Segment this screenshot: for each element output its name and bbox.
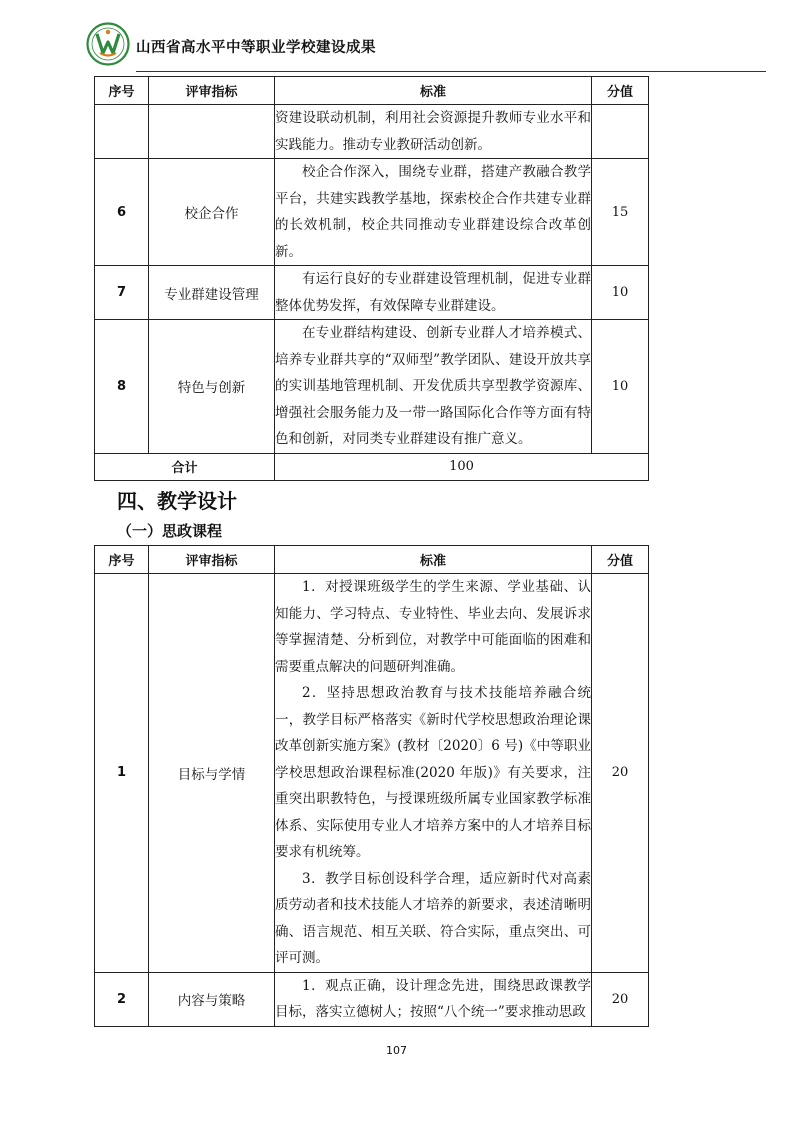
header-score: 分值 — [592, 546, 649, 574]
page-header — [86, 22, 746, 72]
row-standard — [275, 159, 592, 266]
table-row — [95, 972, 649, 1026]
header-divider — [136, 71, 766, 72]
table-header-row — [95, 546, 649, 574]
total-value: 100 — [275, 453, 649, 480]
table-header-row — [95, 77, 649, 105]
row-score: 15 — [592, 159, 649, 266]
standard-paragraph: 3．教学目标创设科学合理，适应新时代对高素质劳动者和技术技能人才培养的新要求，表述清晰明确、语言规范、相互关联、符合实际，重点突出、可评可测。 — [275, 870, 591, 966]
school-logo-icon — [86, 22, 130, 66]
row-indicator: 校企合作 — [149, 159, 275, 266]
row-standard — [275, 574, 592, 973]
table-row — [95, 159, 649, 266]
header-score: 分值 — [592, 77, 649, 105]
row-standard: 资建设联动机制，利用社会资源提升教师专业水平和实践能力。推动专业教研活动创新。 — [275, 105, 592, 159]
page-number: 107 — [386, 1044, 407, 1057]
row-no: 2 — [95, 972, 149, 1026]
header-no: 序号 — [95, 77, 149, 105]
header-no: 序号 — [95, 546, 149, 574]
table-row — [95, 266, 649, 320]
criteria-table-ideology — [94, 545, 649, 1027]
row-no: 7 — [95, 266, 149, 320]
section-subtitle: （一）思政课程 — [117, 522, 223, 540]
standard-paragraph: 1．对授课班级学生的学生来源、学业基础、认知能力、学习特点、专业特性、毕业去向、发展诉求等掌握清楚、分析到位，对教学中可能面临的困难和需要重点解决的问题研判准确。 — [275, 579, 591, 675]
header-indicator: 评审指标 — [149, 77, 275, 105]
table-row — [95, 320, 649, 454]
header-indicator: 评审指标 — [149, 546, 275, 574]
header-title: 山西省高水平中等职业学校建设成果 — [136, 40, 376, 56]
row-standard — [275, 320, 592, 454]
standard-text: 在专业群结构建设、创新专业群人才培养模式、培养专业群共享的“双师型”教学团队、建设开放共享的实训基地管理机制、开发优质共享型教学资源库、增强社会服务能力及一带一路国际化合作等方面有特色和创新，对同类专业群建设有推广意义。 — [275, 325, 591, 447]
row-indicator: 专业群建设管理 — [149, 266, 275, 320]
total-label: 合计 — [95, 453, 275, 480]
standard-text: 校企合作深入，围绕专业群，搭建产教融合教学平台，共建实践教学基地，探索校企合作共建专业群的长效机制，校企共同推动专业群建设综合改革创新。 — [275, 164, 591, 260]
row-no: 1 — [95, 574, 149, 973]
row-score: 10 — [592, 320, 649, 454]
header-standard: 标准 — [275, 77, 592, 105]
section-title: 四、教学设计 — [117, 489, 237, 513]
row-standard — [275, 266, 592, 320]
table-row — [95, 105, 649, 159]
standard-paragraph: 2．坚持思想政治教育与技术技能培养融合统一，教学目标严格落实《新时代学校思想政治理论课改革创新实施方案》(教材〔2020〕6 号)《中等职业学校思想政治课程标准(2020 年版)》有关要求，注重突出职教特色，与授课班级所属专业国家教学标准体系、实际使用专业人才培养方案中的人才培养目标要求有机统筹。 — [275, 685, 591, 860]
row-score: 10 — [592, 266, 649, 320]
row-standard — [275, 972, 592, 1026]
row-no: 8 — [95, 320, 149, 454]
row-indicator: 目标与学情 — [149, 574, 275, 973]
standard-paragraph: 1．观点正确，设计理念先进，围绕思政课教学目标，落实立德树人；按照“八个统一”要求推动思政 — [275, 977, 591, 1020]
row-score — [592, 105, 649, 159]
table-total-row — [95, 453, 649, 480]
row-indicator: 特色与创新 — [149, 320, 275, 454]
row-indicator — [149, 105, 275, 159]
row-no: 6 — [95, 159, 149, 266]
table-row — [95, 574, 649, 973]
row-indicator: 内容与策略 — [149, 972, 275, 1026]
row-score: 20 — [592, 972, 649, 1026]
row-score: 20 — [592, 574, 649, 973]
standard-text: 有运行良好的专业群建设管理机制，促进专业群整体优势发挥，有效保障专业群建设。 — [275, 271, 591, 314]
criteria-table-top — [94, 76, 649, 481]
row-no — [95, 105, 149, 159]
header-standard: 标准 — [275, 546, 592, 574]
